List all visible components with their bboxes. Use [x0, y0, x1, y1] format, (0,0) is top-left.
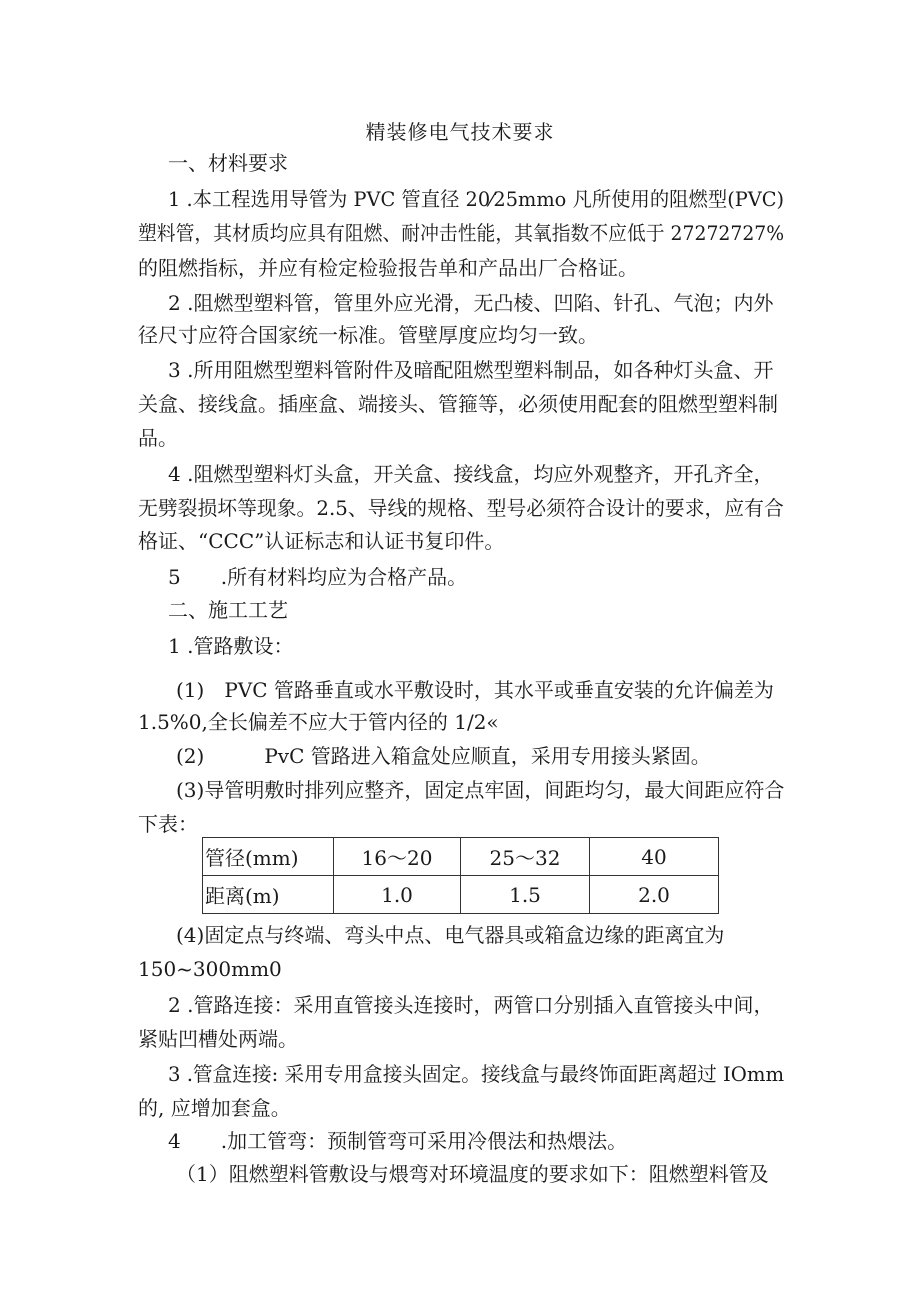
table-cell: 1.5: [461, 876, 590, 914]
section-heading-materials: 一、材料要求: [168, 151, 288, 175]
paragraph-line: 格证、“CCC”认证标志和认证书复印件。: [138, 529, 505, 553]
paragraph-line: 的阻燃指标，并应有检定检验报告单和产品出厂合格证。: [138, 256, 638, 280]
paragraph-line: 无劈裂损坏等现象。2.5、导线的规格、型号必须符合设计的要求，应有合: [138, 496, 784, 520]
table-cell: 25～32: [461, 838, 590, 876]
paragraph-line: 紧贴凹槽处两端。: [138, 1027, 298, 1051]
table-cell: 距离(m): [203, 876, 334, 914]
section-heading-process: 二、施工工艺: [168, 598, 288, 622]
paragraph-line: 的, 应增加套盒。: [138, 1096, 291, 1120]
paragraph-line: 3 .所用阻燃型塑料管附件及暗配阻燃型塑料制品，如各种灯头盒、开: [168, 358, 774, 382]
table-row: [203, 876, 719, 914]
table-cell: 16～20: [334, 838, 461, 876]
paragraph-line: （1）阻燃塑料管敷设与煨弯对环境温度的要求如下：阻燃塑料管及: [176, 1162, 769, 1186]
paragraph-line: (1) PVC 管路垂直或水平敷设时，其水平或垂直安装的允许偏差为: [176, 678, 774, 702]
paragraph-line: 塑料管，其材质均应具有阻燃、耐冲击性能，其氧指数不应低于 27272727%: [138, 221, 785, 245]
paragraph-line: 品。: [138, 426, 178, 450]
paragraph-line: 5 .所有材料均应为合格产品。: [168, 565, 468, 589]
paragraph-line: (3)导管明敷时排列应整齐，固定点牢固，间距均匀，最大间距应符合: [176, 778, 785, 802]
paragraph-line: 1 .管路敷设：: [168, 634, 294, 658]
table-cell: 1.0: [334, 876, 461, 914]
paragraph-line: (4)固定点与终端、弯头中点、电气器具或箱盒边缘的距离宜为: [176, 923, 725, 947]
paragraph-line: 下表：: [138, 812, 198, 836]
table-cell: 40: [590, 838, 719, 876]
paragraph-line: 关盒、接线盒。插座盒、端接头、管箍等，必须使用配套的阻燃型塑料制: [138, 392, 778, 416]
table-cell: 管径(mm): [203, 838, 334, 876]
paragraph-line: 2 .阻燃型塑料管，管里外应光滑，无凸棱、凹陷、针孔、气泡；内外: [168, 291, 774, 315]
paragraph-line: 4 .阻燃型塑料灯头盒，开关盒、接线盒，均应外观整齐，开孔齐全，: [168, 462, 774, 486]
paragraph-line: (2) PvC 管路进入箱盒处应顺直，采用专用接头紧固。: [176, 744, 711, 768]
table-cell: 2.0: [590, 876, 719, 914]
paragraph-line: 2 .管路连接：采用直管接头连接时，两管口分别插入直管接头中间，: [168, 993, 774, 1017]
table-row: [203, 838, 719, 876]
document-title: 精装修电气技术要求: [365, 120, 555, 144]
paragraph-line: 1.5%0,全长偏差不应大于管内径的 1/2«: [138, 710, 499, 734]
paragraph-line: 4 .加工管弯：预制管弯可采用冷偎法和热煨法。: [168, 1129, 628, 1153]
paragraph-line: 3 .管盒连接: 采用专用盒接头固定。接线盒与最终饰面距离超过 IOmm: [168, 1062, 785, 1086]
paragraph-line: 径尺寸应符合国家统一标准。管壁厚度应均匀一致。: [138, 323, 598, 347]
paragraph-line: 150~300mm0: [138, 957, 282, 981]
spacing-table: [202, 837, 719, 914]
paragraph-line: 1 .本工程选用导管为 PVC 管直径 20⁄25mmo 凡所使用的阻燃型(PVC): [168, 187, 785, 211]
